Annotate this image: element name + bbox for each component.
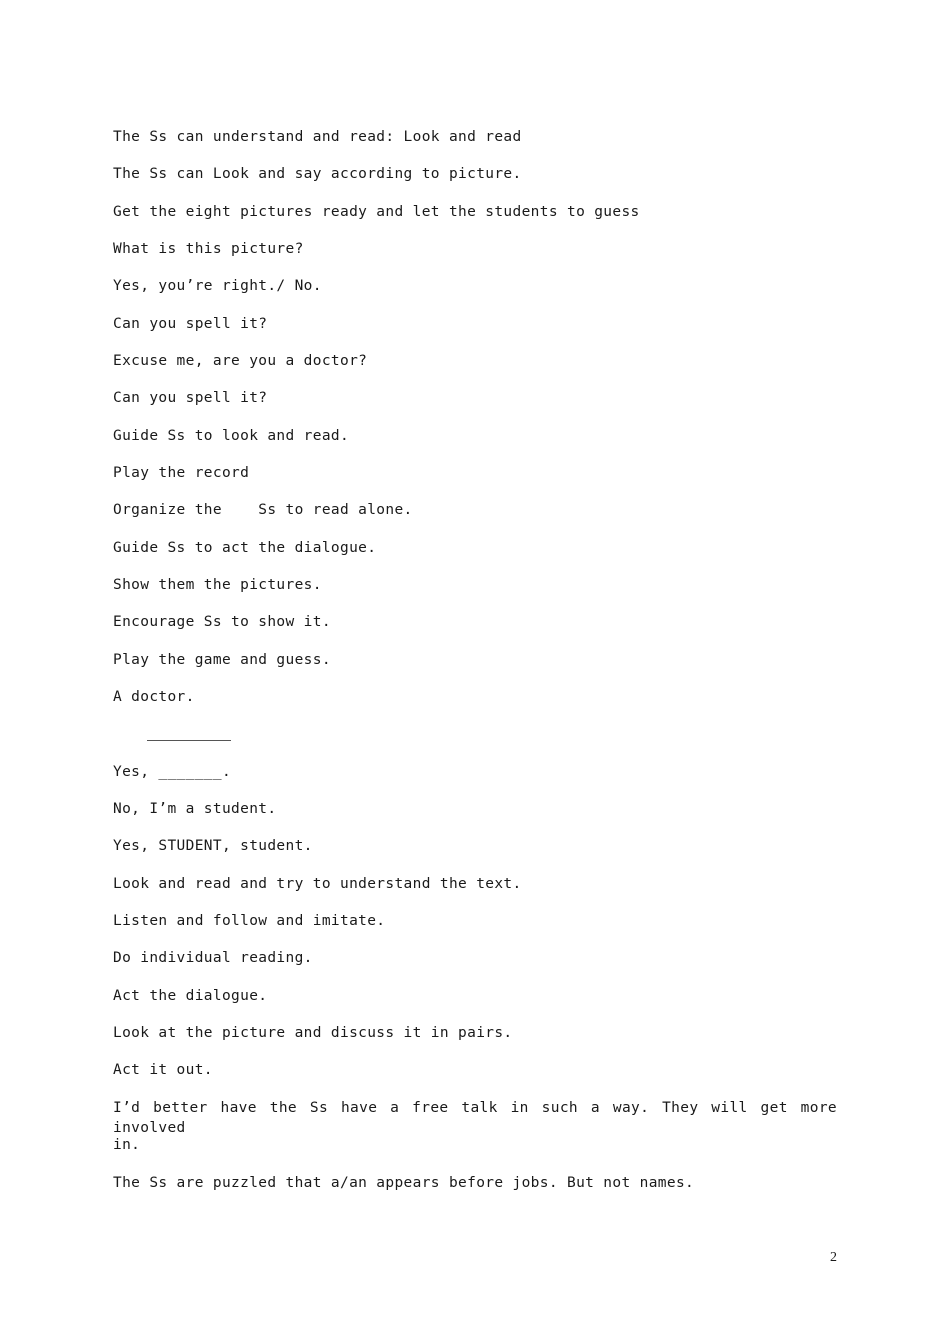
text-line: Excuse me, are you a doctor? <box>113 353 368 369</box>
text-line: Show them the pictures. <box>113 577 322 593</box>
text-line: The Ss can Look and say according to picture. <box>113 166 522 182</box>
text-line: No, I’m a student. <box>113 801 277 817</box>
text-line: Yes, you’re right./ No. <box>113 278 322 294</box>
text-line: Can you spell it? <box>113 390 268 406</box>
text-line: Do individual reading. <box>113 950 313 966</box>
text-line: The Ss are puzzled that a/an appears before jobs. But not names. <box>113 1175 695 1191</box>
text-line: Yes, _______. <box>113 764 232 780</box>
text-line: in. <box>113 1137 141 1153</box>
text-line: Play the record <box>113 465 250 481</box>
text-line: Encourage Ss to show it. <box>113 614 331 630</box>
text-line: Guide Ss to act the dialogue. <box>113 540 377 556</box>
text-line: Act the dialogue. <box>113 988 268 1004</box>
text-line: The Ss can understand and read: Look and read <box>113 129 522 145</box>
text-line: Can you spell it? <box>113 316 268 332</box>
blank-underline <box>147 740 231 741</box>
text-line: Organize the Ss to read alone. <box>113 502 413 518</box>
text-line: Play the game and guess. <box>113 652 331 668</box>
text-line: What is this picture? <box>113 241 304 257</box>
text-line: Look at the picture and discuss it in pairs. <box>113 1025 513 1041</box>
text-line: Look and read and try to understand the text. <box>113 876 522 892</box>
text-line: Listen and follow and imitate. <box>113 913 386 929</box>
page-number: 2 <box>830 1250 837 1265</box>
text-line: A doctor. <box>113 689 195 705</box>
text-line: Act it out. <box>113 1062 213 1078</box>
text-line: Yes, STUDENT, student. <box>113 838 313 854</box>
text-line: I’d better have the Ss have a free talk in such a way. They will get more involved <box>113 1100 837 1136</box>
text-line: Guide Ss to look and read. <box>113 428 350 444</box>
text-line: Get the eight pictures ready and let the students to guess <box>113 204 640 220</box>
